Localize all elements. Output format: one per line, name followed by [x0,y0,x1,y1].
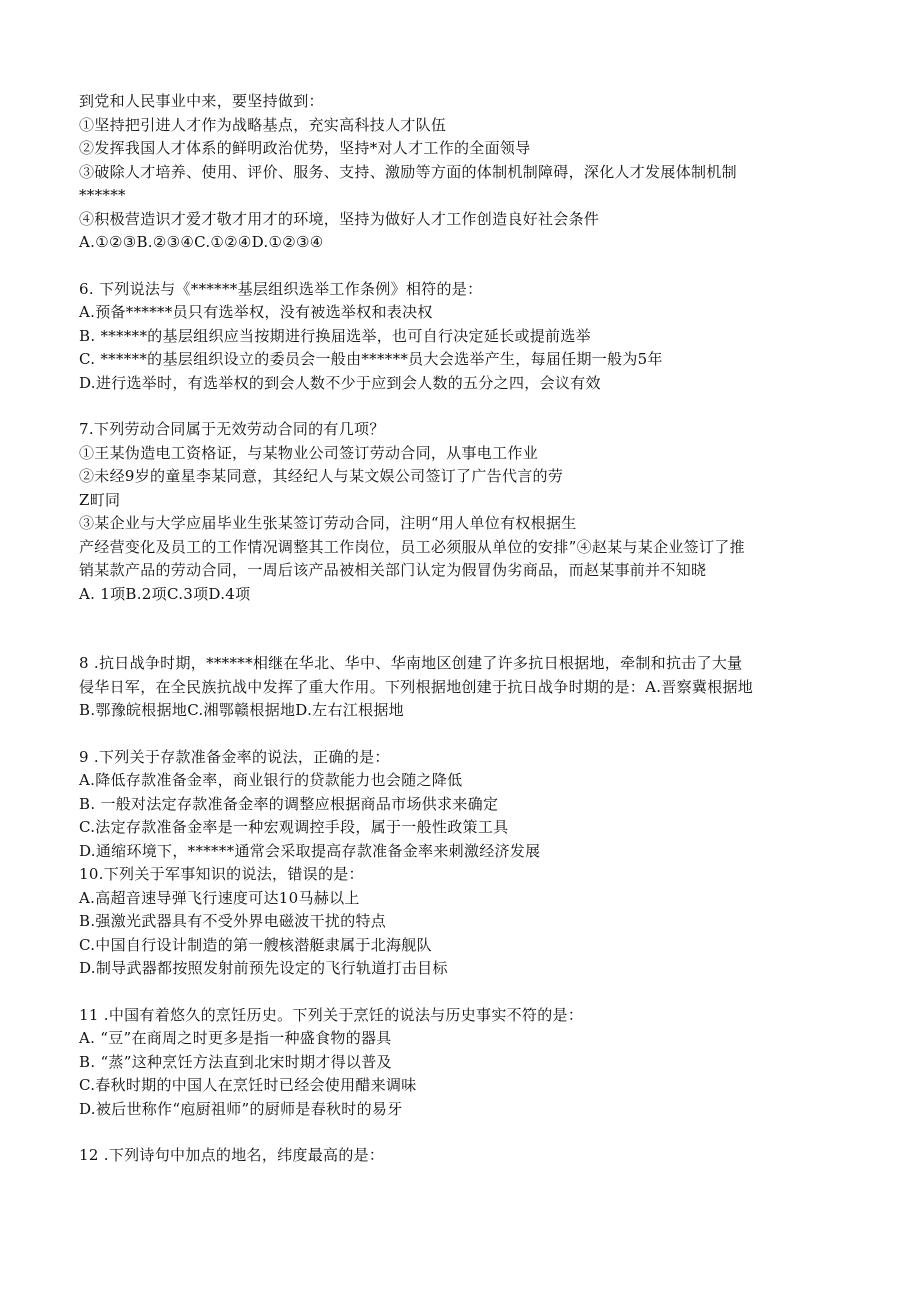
paragraph-gap [79,395,839,418]
text-line: ①坚持把引进人才作为战略基点，充实高科技人才队伍 [79,115,447,134]
text-line: 10.下列关于军事知识的说法，错误的是： [79,865,364,883]
text-line: A.降低存款准备金率，商业银行的贷款能力也会随之降低 [79,771,463,789]
text-line: Z町同 [79,490,121,509]
text-line: ③破除人才培养、使用、评价、服务、支持、激励等方面的体制机制障碍，深化人才发展体制机制 [79,162,737,181]
text-line: 7.下列劳动合同属于无效劳动合同的有几项？ [79,420,385,438]
text-line: 到党和人民事业中来，要坚持做到： [79,92,324,110]
text-line: D.进行选举时，有选举权的到会人数不少于应到会人数的五分之四，会议有效 [79,373,601,392]
text-line: A.预备******员只有选举权，没有被选举权和表决权 [79,303,433,321]
text-line: C.中国自行设计制造的第一艘核潜艇隶属于北海舰队 [79,935,432,954]
text-line: ④积极营造识才爱才敬才用才的环境，坚持为做好人才工作创造良好社会条件 [79,209,600,228]
text-line: A. 1项B.2项C.3项D.4项 [79,584,251,603]
text-line: ①王某伪造电工资格证，与某物业公司签订劳动合同，从事电工作业 [79,443,539,462]
text-line: 8 .抗日战争时期，******相继在华北、华中、华南地区创建了许多抗日根据地，牵制和抗击了大量 [79,654,743,672]
text-line: ②未经9岁的童星李某同意，其经纪人与某文娱公司签订了广告代言的劳 [79,467,564,485]
text-line: 9 .下列关于存款准备金率的说法，正确的是： [79,747,390,766]
text-line: A. “豆”在商周之时更多是指一种盛食物的器具 [79,1029,392,1047]
document-page [79,90,839,1168]
text-line: D.制导武器都按照发射前预先设定的飞行轨道打击目标 [79,959,448,977]
paragraph-gap [79,1121,839,1144]
text-line: C. ******的基层组织设立的委员会一般由******员大会选举产生，每届任期一般为5年 [79,350,663,368]
text-line: 产经营变化及员工的工作情况调整其工作岗位，员工必须服从单位的安排”④赵某与某企业签订了推 [79,537,745,556]
paragraph-gap [79,723,839,746]
text-line: B. ******的基层组织应当按期进行换届选举，也可自行决定延长或提前选举 [79,326,591,345]
text-line: 11 .中国有着悠久的烹饪历史。下列关于烹饪的说法与历史事实不符的是： [79,1005,584,1024]
text-line: ****** [79,186,126,204]
text-line: 12 .下列诗句中加点的地名，纬度最高的是： [79,1146,385,1164]
text-line: B.强激光武器具有不受外界电磁波干扰的特点 [79,912,387,930]
text-line: B. “蒸”这种烹饪方法直到北宋时期才得以普及 [79,1052,392,1071]
text-line: 销某款产品的劳动合同，一周后该产品被相关部门认定为假冒伪劣商品，而赵某事前并不知晓 [79,561,707,579]
text-line: C.春秋时期的中国人在烹饪时已经会使用醋来调味 [79,1076,417,1094]
text-line: A.高超音速导弹飞行速度可达10马赫以上 [79,888,360,907]
text-line: 侵华日军，在全民族抗战中发挥了重大作用。下列根据地创建于抗日战争时期的是：A.晋察冀根据地 [79,677,754,696]
text-line: D.被后世称作“庖厨祖师”的厨师是春秋时的易牙 [79,1099,403,1118]
paragraph-gap [79,981,839,1004]
text-line: A.①②③B.②③④C.①②④D.①②③④ [79,233,324,251]
text-line: C.法定存款准备金率是一种宏观调控手段，属于一般性政策工具 [79,818,509,836]
paragraph-gap [79,255,839,278]
text-line: 6. 下列说法与《******基层组织选举工作条例》相符的是： [79,279,483,298]
text-line: B.鄂豫皖根据地C.湘鄂赣根据地D.左右江根据地 [79,701,404,719]
text-line: D.通缩环境下，******通常会采取提高存款准备金率来刺激经济发展 [79,841,541,860]
text-line: ③某企业与大学应届毕业生张某签订劳动合同，注明“用人单位有权根据生 [79,514,577,532]
text-line: ②发挥我国人才体系的鲜明政治优势，坚持*对人才工作的全面领导 [79,139,531,157]
paragraph-gap [79,606,839,652]
text-line: B. 一般对法定存款准备金率的调整应根据商品市场供求来确定 [79,794,499,813]
